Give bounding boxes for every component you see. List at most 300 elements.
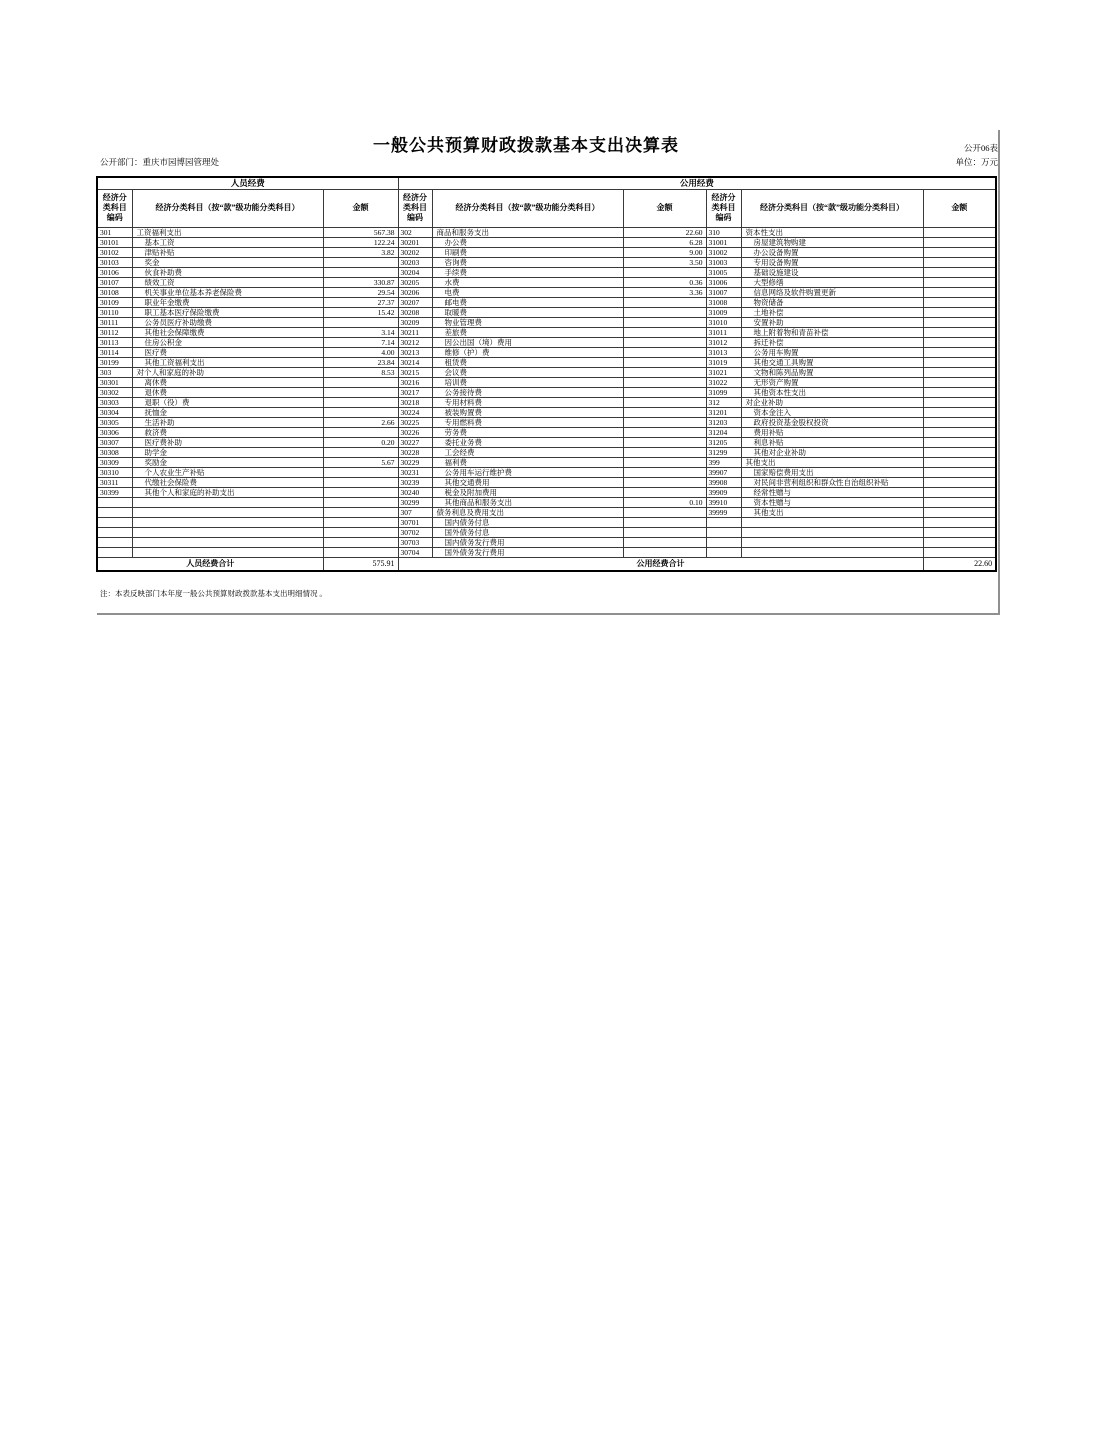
amount-cell: [323, 487, 398, 497]
subject-cell: 大型修缮: [741, 277, 923, 287]
amount-cell: [923, 277, 996, 287]
subject-cell: 对个人和家庭的补助: [132, 367, 323, 377]
amount-cell: 3.82: [323, 247, 398, 257]
amount-cell: [623, 537, 706, 547]
amount-cell: 8.53: [323, 367, 398, 377]
subject-cell: 住房公积金: [132, 337, 323, 347]
code-cell: [97, 517, 132, 527]
amount-cell: [623, 327, 706, 337]
amount-cell: [923, 227, 996, 237]
section-header-public: 公用经费: [398, 177, 996, 189]
amount-cell: [323, 507, 398, 517]
table-row: [97, 507, 996, 517]
amount-cell: [623, 367, 706, 377]
code-cell: 31013: [706, 347, 741, 357]
table-row: [97, 487, 996, 497]
code-cell: 30704: [398, 547, 432, 557]
amount-cell: [323, 447, 398, 457]
code-cell: 31005: [706, 267, 741, 277]
code-cell: 30211: [398, 327, 432, 337]
subject-cell: 手续费: [432, 267, 623, 277]
amount-cell: [923, 527, 996, 537]
code-cell: 39910: [706, 497, 741, 507]
amount-cell: [323, 267, 398, 277]
section-header-row: [97, 177, 996, 189]
subject-cell: 离休费: [132, 377, 323, 387]
code-cell: 30239: [398, 477, 432, 487]
amount-cell: 23.84: [323, 357, 398, 367]
amount-cell: 22.60: [623, 227, 706, 237]
code-cell: 312: [706, 397, 741, 407]
subject-cell: 信息网络及软件购置更新: [741, 287, 923, 297]
amount-cell: [923, 377, 996, 387]
subject-cell: 咨询费: [432, 257, 623, 267]
code-cell: [97, 497, 132, 507]
code-cell: 30240: [398, 487, 432, 497]
public-total-label: 公用经费合计: [398, 557, 923, 571]
subject-cell: 利息补贴: [741, 437, 923, 447]
amount-cell: [623, 427, 706, 437]
amount-cell: [923, 347, 996, 357]
subject-cell: [132, 547, 323, 557]
col-header-amount: 金额: [923, 189, 996, 227]
subject-cell: 房屋建筑物购建: [741, 237, 923, 247]
totals-row: [97, 557, 996, 571]
code-cell: 30108: [97, 287, 132, 297]
amount-cell: [923, 387, 996, 397]
amount-cell: [923, 397, 996, 407]
code-cell: 30106: [97, 267, 132, 277]
amount-cell: [923, 337, 996, 347]
amount-cell: [323, 477, 398, 487]
subject-cell: [741, 527, 923, 537]
department-label: 公开部门：重庆市园博园管理处: [100, 157, 220, 167]
amount-cell: [623, 437, 706, 447]
code-cell: 30203: [398, 257, 432, 267]
code-cell: 30306: [97, 427, 132, 437]
code-cell: 302: [398, 227, 432, 237]
amount-cell: [323, 467, 398, 477]
code-cell: 30205: [398, 277, 432, 287]
amount-cell: [923, 547, 996, 557]
amount-cell: 0.10: [623, 497, 706, 507]
subject-cell: 物业管理费: [432, 317, 623, 327]
subject-cell: [132, 537, 323, 547]
table-row: [97, 497, 996, 507]
amount-cell: [623, 457, 706, 467]
table-row: [97, 367, 996, 377]
amount-cell: 7.14: [323, 337, 398, 347]
code-cell: 30114: [97, 347, 132, 357]
code-cell: 30701: [398, 517, 432, 527]
amount-cell: [623, 297, 706, 307]
subject-cell: 委托业务费: [432, 437, 623, 447]
amount-cell: [923, 447, 996, 457]
subject-cell: 奖金: [132, 257, 323, 267]
subject-cell: 因公出国（境）费用: [432, 337, 623, 347]
subject-cell: 地上附着物和青苗补偿: [741, 327, 923, 337]
amount-cell: [923, 487, 996, 497]
table-row: [97, 307, 996, 317]
code-cell: 31204: [706, 427, 741, 437]
subject-cell: 维修（护）费: [432, 347, 623, 357]
amount-cell: [923, 367, 996, 377]
code-cell: 39907: [706, 467, 741, 477]
code-cell: 30703: [398, 537, 432, 547]
table-row: [97, 297, 996, 307]
code-cell: 30103: [97, 257, 132, 267]
table-row: [97, 227, 996, 237]
code-cell: [97, 527, 132, 537]
table-row: [97, 517, 996, 527]
amount-cell: [623, 337, 706, 347]
subject-cell: 专用燃料费: [432, 417, 623, 427]
amount-cell: 0.20: [323, 437, 398, 447]
code-cell: [706, 547, 741, 557]
table-row: [97, 547, 996, 557]
code-cell: 30305: [97, 417, 132, 427]
subject-cell: 其他个人和家庭的补助支出: [132, 487, 323, 497]
code-cell: 303: [97, 367, 132, 377]
code-cell: 31201: [706, 407, 741, 417]
subject-cell: 经常性赠与: [741, 487, 923, 497]
amount-cell: [923, 357, 996, 367]
budget-expenditure-table: [96, 176, 997, 572]
amount-cell: 0.36: [623, 277, 706, 287]
code-cell: 30702: [398, 527, 432, 537]
amount-cell: [323, 397, 398, 407]
amount-cell: [623, 547, 706, 557]
subject-cell: 文物和陈列品购置: [741, 367, 923, 377]
table-row: [97, 347, 996, 357]
code-cell: 30207: [398, 297, 432, 307]
subject-cell: [132, 527, 323, 537]
amount-cell: 3.14: [323, 327, 398, 337]
table-row: [97, 537, 996, 547]
code-cell: 31022: [706, 377, 741, 387]
amount-cell: [923, 257, 996, 267]
code-cell: 30206: [398, 287, 432, 297]
code-cell: 31009: [706, 307, 741, 317]
subject-cell: 公务用车购置: [741, 347, 923, 357]
code-cell: 30101: [97, 237, 132, 247]
code-cell: 30217: [398, 387, 432, 397]
col-header-amount: 金额: [623, 189, 706, 227]
amount-cell: [323, 537, 398, 547]
subject-cell: 其他支出: [741, 457, 923, 467]
code-cell: 31203: [706, 417, 741, 427]
amount-cell: [923, 517, 996, 527]
code-cell: 307: [398, 507, 432, 517]
column-header-row: [97, 189, 996, 227]
amount-cell: 3.36: [623, 287, 706, 297]
code-cell: 30107: [97, 277, 132, 287]
code-cell: 30231: [398, 467, 432, 477]
subject-cell: 资本性赠与: [741, 497, 923, 507]
subject-cell: 电费: [432, 287, 623, 297]
amount-cell: [623, 527, 706, 537]
col-header-code: 经济分类科目编码: [706, 189, 741, 227]
subject-cell: 其他支出: [741, 507, 923, 517]
amount-cell: [623, 357, 706, 367]
subject-cell: 国内债务付息: [432, 517, 623, 527]
subject-cell: 政府投资基金股权投资: [741, 417, 923, 427]
code-cell: 30202: [398, 247, 432, 257]
subject-cell: 公务员医疗补助缴费: [132, 317, 323, 327]
table-row: [97, 457, 996, 467]
subject-cell: 基本工资: [132, 237, 323, 247]
table-row: [97, 337, 996, 347]
code-cell: 30225: [398, 417, 432, 427]
table-row: [97, 407, 996, 417]
code-cell: 30110: [97, 307, 132, 317]
table-row: [97, 287, 996, 297]
table-row: [97, 397, 996, 407]
amount-cell: [923, 267, 996, 277]
amount-cell: 29.54: [323, 287, 398, 297]
code-cell: 30309: [97, 457, 132, 467]
code-cell: 30303: [97, 397, 132, 407]
amount-cell: [323, 377, 398, 387]
table-row: [97, 317, 996, 327]
subject-cell: [741, 547, 923, 557]
amount-cell: [323, 547, 398, 557]
subject-cell: 拆迁补偿: [741, 337, 923, 347]
code-cell: 310: [706, 227, 741, 237]
table-row: [97, 467, 996, 477]
subject-cell: 伙食补助费: [132, 267, 323, 277]
code-cell: 30399: [97, 487, 132, 497]
subject-cell: 国家赔偿费用支出: [741, 467, 923, 477]
amount-cell: [623, 397, 706, 407]
footnote: 注：本表反映部门本年度一般公共预算财政拨款基本支出明细情况 。: [100, 589, 327, 598]
amount-cell: [323, 527, 398, 537]
subject-cell: 资本金注入: [741, 407, 923, 417]
amount-cell: [923, 467, 996, 477]
code-cell: [97, 547, 132, 557]
section-header-personnel: 人员经费: [97, 177, 398, 189]
subject-cell: 国外债务发行费用: [432, 547, 623, 557]
subject-cell: 职业年金缴费: [132, 297, 323, 307]
col-header-subject: 经济分类科目（按“款”级功能分类科目）: [741, 189, 923, 227]
subject-cell: 职工基本医疗保险缴费: [132, 307, 323, 317]
subject-cell: 绩效工资: [132, 277, 323, 287]
amount-cell: [623, 377, 706, 387]
subject-cell: 被装购置费: [432, 407, 623, 417]
code-cell: 31019: [706, 357, 741, 367]
subject-cell: 取暖费: [432, 307, 623, 317]
subject-cell: 奖励金: [132, 457, 323, 467]
subject-cell: 劳务费: [432, 427, 623, 437]
amount-cell: 5.67: [323, 457, 398, 467]
code-cell: 30113: [97, 337, 132, 347]
subject-cell: 医疗费补助: [132, 437, 323, 447]
subject-cell: 会议费: [432, 367, 623, 377]
table-number-label: 公开06表: [963, 143, 998, 153]
code-cell: 30199: [97, 357, 132, 367]
code-cell: 30311: [97, 477, 132, 487]
amount-cell: [623, 477, 706, 487]
code-cell: 31002: [706, 247, 741, 257]
subject-cell: 培训费: [432, 377, 623, 387]
subject-cell: 国内债务发行费用: [432, 537, 623, 547]
amount-cell: [623, 267, 706, 277]
code-cell: 30226: [398, 427, 432, 437]
code-cell: 30216: [398, 377, 432, 387]
table-row: [97, 237, 996, 247]
table-row: [97, 277, 996, 287]
code-cell: 30112: [97, 327, 132, 337]
col-header-amount: 金额: [323, 189, 398, 227]
subject-cell: 费用补贴: [741, 427, 923, 437]
amount-cell: 3.50: [623, 257, 706, 267]
code-cell: 30308: [97, 447, 132, 457]
subject-cell: 其他对企业补助: [741, 447, 923, 457]
subject-cell: 其他工资福利支出: [132, 357, 323, 367]
code-cell: 30218: [398, 397, 432, 407]
amount-cell: 27.37: [323, 297, 398, 307]
amount-cell: [923, 537, 996, 547]
code-cell: 39909: [706, 487, 741, 497]
code-cell: [97, 537, 132, 547]
code-cell: 31205: [706, 437, 741, 447]
subject-cell: 土地补偿: [741, 307, 923, 317]
table-row: [97, 477, 996, 487]
code-cell: 31299: [706, 447, 741, 457]
table-row: [97, 247, 996, 257]
code-cell: 31099: [706, 387, 741, 397]
subject-cell: 工会经费: [432, 447, 623, 457]
code-cell: 31012: [706, 337, 741, 347]
subject-cell: 物资储备: [741, 297, 923, 307]
amount-cell: [623, 447, 706, 457]
subject-cell: 商品和服务支出: [432, 227, 623, 237]
code-cell: 30310: [97, 467, 132, 477]
subject-cell: 公务接待费: [432, 387, 623, 397]
table-row: [97, 447, 996, 457]
amount-cell: [923, 477, 996, 487]
amount-cell: [923, 327, 996, 337]
subject-cell: 助学金: [132, 447, 323, 457]
table-row: [97, 327, 996, 337]
code-cell: 30212: [398, 337, 432, 347]
amount-cell: [923, 427, 996, 437]
amount-cell: 122.24: [323, 237, 398, 247]
amount-cell: [923, 407, 996, 417]
amount-cell: [923, 317, 996, 327]
amount-cell: [623, 387, 706, 397]
code-cell: [706, 527, 741, 537]
table-row: [97, 417, 996, 427]
code-cell: 30299: [398, 497, 432, 507]
code-cell: 30229: [398, 457, 432, 467]
subject-cell: 退职（役）费: [132, 397, 323, 407]
code-cell: 30224: [398, 407, 432, 417]
subject-cell: 其他商品和服务支出: [432, 497, 623, 507]
col-header-code: 经济分类科目编码: [398, 189, 432, 227]
table-row: [97, 527, 996, 537]
subject-cell: 抚恤金: [132, 407, 323, 417]
amount-cell: [923, 237, 996, 247]
amount-cell: [323, 257, 398, 267]
table-row: [97, 267, 996, 277]
amount-cell: [323, 407, 398, 417]
amount-cell: [623, 517, 706, 527]
subject-cell: 基础设施建设: [741, 267, 923, 277]
amount-cell: [923, 457, 996, 467]
amount-cell: [623, 317, 706, 327]
subject-cell: 邮电费: [432, 297, 623, 307]
subject-cell: 无形资产购置: [741, 377, 923, 387]
amount-cell: [923, 507, 996, 517]
amount-cell: 4.00: [323, 347, 398, 357]
amount-cell: [923, 247, 996, 257]
subject-cell: 专用材料费: [432, 397, 623, 407]
subject-cell: 对民间非营利组织和群众性自治组织补贴: [741, 477, 923, 487]
amount-cell: [323, 317, 398, 327]
amount-cell: 6.28: [623, 237, 706, 247]
amount-cell: [923, 437, 996, 447]
subject-cell: 机关事业单位基本养老保险费: [132, 287, 323, 297]
code-cell: 39999: [706, 507, 741, 517]
amount-cell: 9.00: [623, 247, 706, 257]
subject-cell: 代缴社会保险费: [132, 477, 323, 487]
col-header-subject: 经济分类科目（按“款”级功能分类科目）: [132, 189, 323, 227]
code-cell: 30301: [97, 377, 132, 387]
subject-cell: 其他交通工具购置: [741, 357, 923, 367]
code-cell: 30307: [97, 437, 132, 447]
subject-cell: 公务用车运行维护费: [432, 467, 623, 477]
col-header-subject: 经济分类科目（按“款”级功能分类科目）: [432, 189, 623, 227]
table-row: [97, 357, 996, 367]
subject-cell: [132, 497, 323, 507]
code-cell: 30201: [398, 237, 432, 247]
code-cell: 30304: [97, 407, 132, 417]
code-cell: 30204: [398, 267, 432, 277]
subject-cell: 对企业补助: [741, 397, 923, 407]
subject-cell: 退休费: [132, 387, 323, 397]
code-cell: 30111: [97, 317, 132, 327]
amount-cell: [923, 497, 996, 507]
code-cell: 301: [97, 227, 132, 237]
code-cell: [706, 537, 741, 547]
subject-cell: 水费: [432, 277, 623, 287]
code-cell: [706, 517, 741, 527]
code-cell: 31006: [706, 277, 741, 287]
subject-cell: 个人农业生产补贴: [132, 467, 323, 477]
code-cell: 31010: [706, 317, 741, 327]
code-cell: 30215: [398, 367, 432, 377]
amount-cell: [923, 287, 996, 297]
amount-cell: [323, 517, 398, 527]
table-row: [97, 377, 996, 387]
amount-cell: [623, 347, 706, 357]
amount-cell: 567.38: [323, 227, 398, 237]
unit-label: 单位：万元: [955, 157, 998, 167]
subject-cell: 生活补助: [132, 417, 323, 427]
code-cell: 30213: [398, 347, 432, 357]
code-cell: 31007: [706, 287, 741, 297]
personnel-total-amount: 575.91: [323, 557, 398, 571]
public-total-amount: 22.60: [923, 557, 996, 571]
code-cell: 399: [706, 457, 741, 467]
subject-cell: 其他资本性支出: [741, 387, 923, 397]
amount-cell: 2.66: [323, 417, 398, 427]
code-cell: 31011: [706, 327, 741, 337]
code-cell: 30209: [398, 317, 432, 327]
code-cell: 30214: [398, 357, 432, 367]
subject-cell: 救济费: [132, 427, 323, 437]
